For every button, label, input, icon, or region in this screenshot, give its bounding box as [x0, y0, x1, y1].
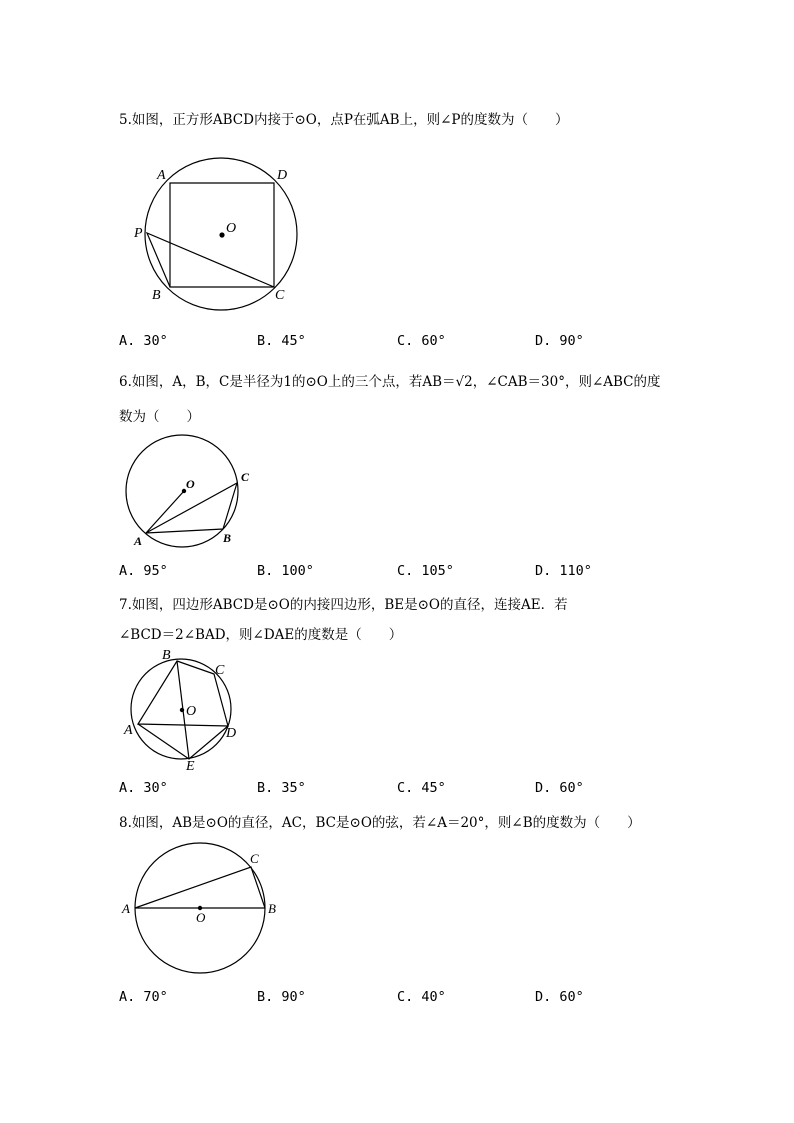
- q5-label-P: P: [134, 226, 143, 241]
- q5-label-B: B: [152, 288, 161, 303]
- q5-option-c: C. 60°: [397, 333, 446, 349]
- q8-label-C: C: [250, 851, 259, 866]
- q5-label-D: D: [277, 168, 288, 183]
- q8-label-O: O: [196, 910, 206, 925]
- q6-option-a: A. 95°: [119, 563, 168, 579]
- figure-q5-square-in-circle: [125, 155, 325, 315]
- q6-label-B: B: [223, 531, 232, 545]
- q5-option-b: B. 45°: [257, 333, 306, 349]
- figure-q6-triangle-in-circle: [120, 430, 280, 560]
- q7-option-d: D. 60°: [535, 780, 584, 796]
- q8-option-a: A. 70°: [119, 989, 168, 1005]
- q7-label-B: B: [162, 648, 171, 663]
- q5-option-a: A. 30°: [119, 333, 168, 349]
- q8-option-c: C. 40°: [397, 989, 446, 1005]
- q7-label-E: E: [186, 759, 195, 774]
- q6-label-A: A: [134, 534, 143, 548]
- question-7-stem-cont: ∠BCD＝2∠BAD，则∠DAE的度数是（ ）: [119, 627, 403, 643]
- q6-label-C: C: [241, 470, 250, 484]
- question-8-stem: 8.如图，AB是⊙O的直径，AC，BC是⊙O的弦，若∠A＝20°，则∠B的度数为（ ）: [119, 815, 641, 831]
- q7-label-D: D: [226, 726, 237, 741]
- q7-label-O: O: [186, 704, 197, 719]
- question-5-stem: 5.如图，正方形ABCD内接于⊙O，点P在弧AB上，则∠P的度数为（ ）: [119, 112, 569, 128]
- question-6-stem: 6.如图，A，B，C是半径为1的⊙O上的三个点，若AB＝√2，∠CAB＝30°，则∠ABC的度: [119, 374, 661, 390]
- question-7-stem: 7.如图，四边形ABCD是⊙O的内接四边形，BE是⊙O的直径，连接AE．若: [119, 597, 568, 613]
- q7-label-C: C: [215, 663, 225, 678]
- question-6-stem-cont: 数为（ ）: [119, 409, 200, 425]
- q6-option-c: C. 105°: [397, 563, 454, 579]
- q7-option-a: A. 30°: [119, 780, 168, 796]
- q8-label-B: B: [268, 901, 276, 916]
- q5-label-A: A: [157, 168, 166, 183]
- q7-option-c: C. 45°: [397, 780, 446, 796]
- q5-option-d: D. 90°: [535, 333, 584, 349]
- figure-q8-diameter-circle: [120, 840, 300, 980]
- q7-label-A: A: [124, 723, 133, 738]
- q5-label-C: C: [275, 288, 285, 303]
- q6-option-d: D. 110°: [535, 563, 592, 579]
- figure-q7-inscribed-quadrilateral: [120, 645, 260, 775]
- q7-option-b: B. 35°: [257, 780, 306, 796]
- q8-option-b: B. 90°: [257, 989, 306, 1005]
- q8-option-d: D. 60°: [535, 989, 584, 1005]
- q5-label-O: O: [226, 221, 237, 236]
- q8-label-A: A: [122, 901, 130, 916]
- q6-label-O: O: [186, 477, 195, 491]
- q6-option-b: B. 100°: [257, 563, 314, 579]
